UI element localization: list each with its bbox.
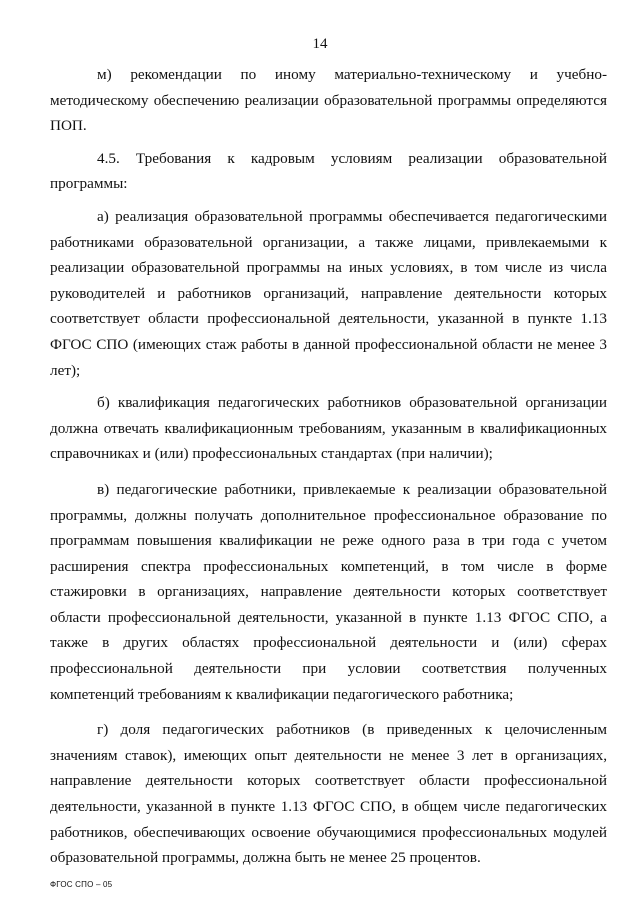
footer-document-code: ФГОС СПО – 05 xyxy=(50,880,113,889)
paragraph-v-training: в) педагогические работники, привлекаемые к реализации образовательной программы, должны получать дополнительное профессиональное образование по программам повышения квалификации не реже одного раза в три года с учетом расширения спектра профессиональных компетенций, в том числе в форме стажировки в организациях, направление деятельности которых соответствует области профессиональной деятельности, указанной в пункте 1.13 ФГОС СПО, а также в других областях профессиональной деятельности и (или) сферах профессиональной деятельности при условии соответствия полученных компетенций требованиям к квалификации педагогического работника; xyxy=(50,480,607,703)
paragraph-b-qualification: б) квалификация педагогических работников образовательной организации должна отвечать квалификационным требованиям, указанным в квалификационных справочниках и (или) профессиональных стандартах (при наличии); xyxy=(50,394,607,463)
section-heading-4-5: 4.5. Требования к кадровым условиям реализации образовательной программы: xyxy=(50,149,607,193)
paragraph-a-staffing: а) реализация образовательной программы обеспечивается педагогическими работниками образовательной организации, а также лицами, привлекаемыми к реализации образовательной программы на иных условиях, в том числе из числа руководителей и работников организаций, направление деятельности которых соответствует области профессиональной деятельности, указанной в пункте 1.13 ФГОС СПО (имеющих стаж работы в данной профессиональной области не менее 3 лет); xyxy=(50,207,607,379)
paragraph-g-share: г) доля педагогических работников (в приведенных к целочисленным значениям ставок), имеющих опыт деятельности не менее 3 лет в организациях, направление деятельности которых соответствует области профессиональной деятельности, указанной в пункте 1.13 ФГОС СПО, в общем числе педагогических работников, обеспечивающих освоение обучающимися профессиональных модулей образовательной программы, должна быть не менее 25 процентов. xyxy=(50,721,607,867)
document-body xyxy=(50,62,607,871)
page-number: 14 xyxy=(312,36,328,52)
paragraph-m-recommendations: м) рекомендации по иному материально-техническому и учебно-методическому обеспечению реализации образовательной программы определяются ПОП. xyxy=(50,66,607,135)
